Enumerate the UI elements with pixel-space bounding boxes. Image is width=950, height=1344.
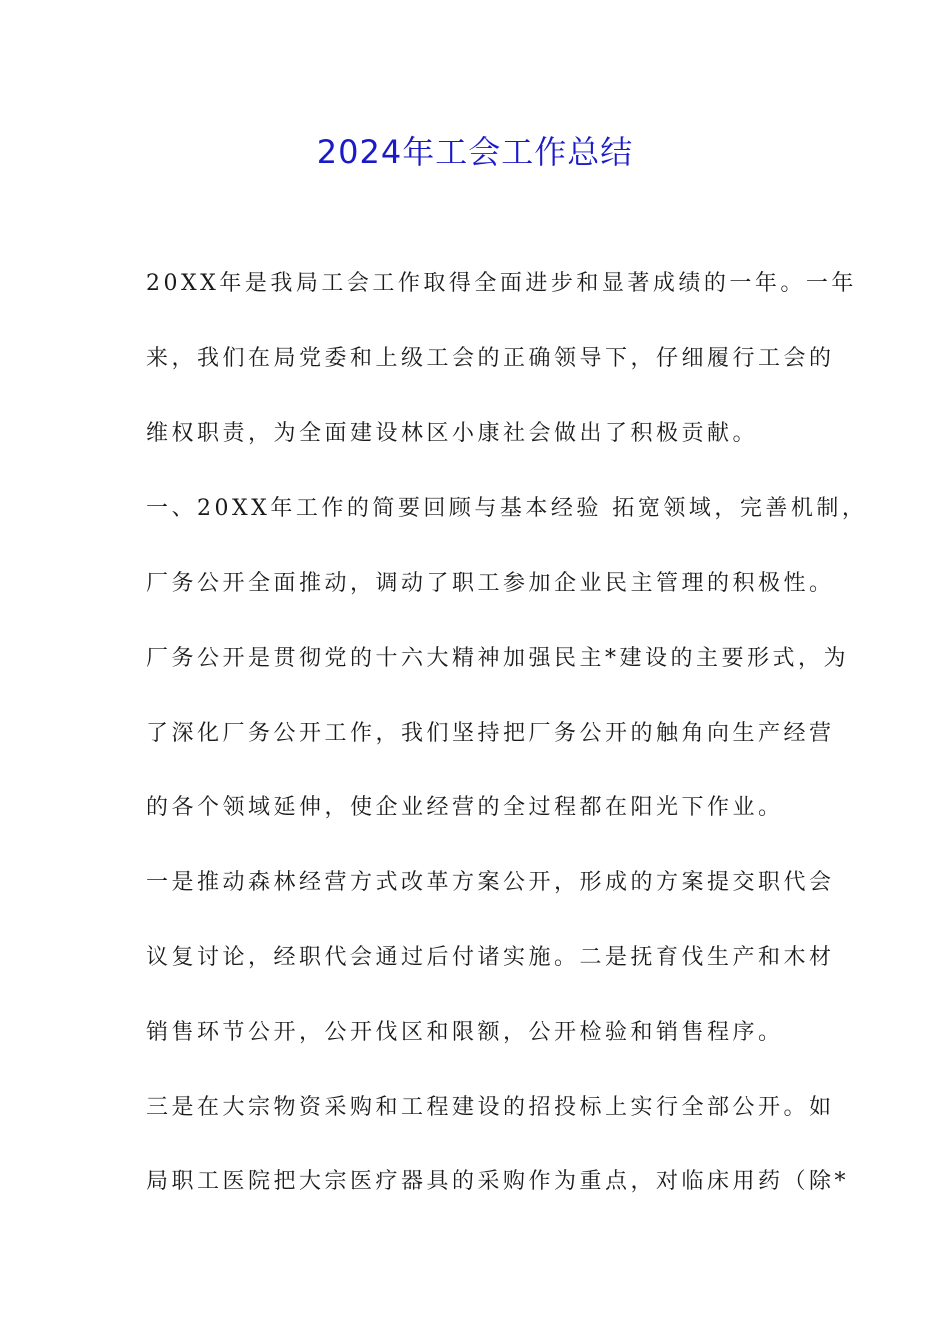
body-line-1: 20XX年是我局工会工作取得全面进步和显著成绩的一年。一年 xyxy=(146,271,857,296)
body-line-5: 厂务公开全面推动，调动了职工参加企业民主管理的积极性。 xyxy=(146,571,835,596)
document-title: 2024年工会工作总结 xyxy=(316,133,634,171)
body-line-11: 销售环节公开，公开伐区和限额，公开检验和销售程序。 xyxy=(146,1020,784,1045)
body-line-2: 来，我们在局党委和上级工会的正确领导下，仔细履行工会的 xyxy=(146,346,835,371)
body-line-9: 一是推动森林经营方式改革方案公开，形成的方案提交职代会 xyxy=(146,870,835,895)
body-line-13: 局职工医院把大宗医疗器具的采购作为重点，对临床用药（除* xyxy=(146,1169,850,1194)
body-line-7: 了深化厂务公开工作，我们坚持把厂务公开的触角向生产经营 xyxy=(146,721,835,746)
body-line-3: 维权职责，为全面建设林区小康社会做出了积极贡献。 xyxy=(146,421,759,446)
body-line-10: 议复讨论，经职代会通过后付诸实施。二是抚育伐生产和木材 xyxy=(146,945,835,970)
body-line-12: 三是在大宗物资采购和工程建设的招投标上实行全部公开。如 xyxy=(146,1095,835,1120)
body-line-8: 的各个领域延伸，使企业经营的全过程都在阳光下作业。 xyxy=(146,795,784,820)
body-line-4: 一、20XX年工作的简要回顾与基本经验 拓宽领域，完善机制， xyxy=(146,496,868,521)
body-line-6: 厂务公开是贯彻党的十六大精神加强民主*建设的主要形式，为 xyxy=(146,646,850,671)
